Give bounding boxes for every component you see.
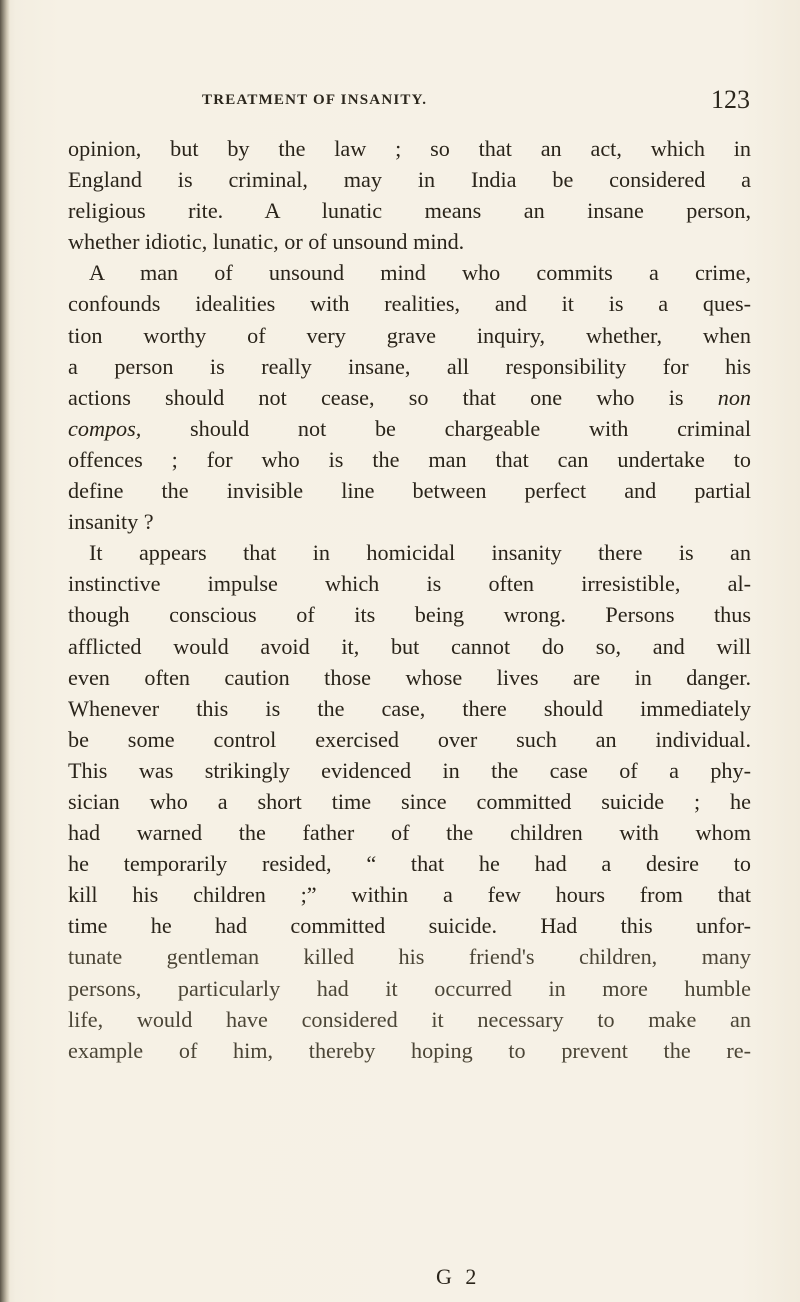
text-line: example of him, thereby hoping to prevent the re- (68, 1037, 751, 1063)
text-line: be some control exercised over such an individual. (68, 726, 751, 752)
text-line: he temporarily resided, “ that he had a desire to (68, 851, 751, 877)
text-line-with-italic (68, 382, 751, 413)
text-line: religious rite. A lunatic means an insane person, (68, 198, 751, 224)
text-line: confounds idealities with realities, and it is a ques- (68, 291, 751, 317)
text-line: kill his children ;” within a few hours from that (68, 882, 751, 908)
text-line: It appears that in homicidal insanity there is an (89, 540, 751, 566)
text-line: England is criminal, may in India be considered a (68, 167, 751, 193)
text-line: Whenever this is the case, there should immediately (68, 695, 751, 721)
text-fragment: should not be chargeable with criminal (190, 415, 752, 441)
text-line: A man of unsound mind who commits a crime, (89, 260, 751, 286)
text-line: time he had committed suicide. Had this unfor- (68, 913, 751, 939)
text-fragment: actions should not cease, so that one who is (68, 384, 684, 410)
page-number: 123 (711, 85, 750, 114)
text-line: insanity ? (68, 509, 154, 535)
text-line: sician who a short time since committed suicide ; he (68, 788, 751, 814)
text-line: a person is really insane, all responsibility for his (68, 353, 751, 379)
binding-gutter (0, 0, 10, 1302)
text-line: tion worthy of very grave inquiry, whether, when (68, 322, 751, 348)
page-header (190, 85, 750, 118)
text-line-with-italic (68, 413, 751, 444)
text-line: afflicted would avoid it, but cannot do so, and will (68, 633, 751, 659)
text-line: offences ; for who is the man that can undertake to (68, 446, 751, 472)
text-line: even often caution those whose lives are in danger. (68, 664, 751, 690)
text-line: life, would have considered it necessary to make an (68, 1006, 751, 1032)
signature-mark: G 2 (436, 1264, 481, 1289)
body-text (68, 133, 751, 1066)
text-line: define the invisible line between perfect and partial (68, 478, 751, 504)
text-line: had warned the father of the children with whom (68, 820, 751, 846)
italic-word: non (717, 384, 752, 410)
text-line: whether idiotic, lunatic, or of unsound mind. (68, 229, 465, 255)
text-line: tunate gentleman killed his friend's children, many (68, 944, 751, 970)
text-line: opinion, but by the law ; so that an act, which in (68, 136, 751, 161)
italic-word: compos, (68, 415, 142, 441)
text-line: This was strikingly evidenced in the case of a phy- (68, 757, 751, 783)
text-line: persons, particularly had it occurred in more humble (68, 975, 751, 1001)
text-line: instinctive impulse which is often irresistible, al- (68, 571, 751, 597)
text-line: though conscious of its being wrong. Persons thus (68, 602, 751, 628)
running-title: TREATMENT OF INSANITY. (202, 92, 428, 108)
